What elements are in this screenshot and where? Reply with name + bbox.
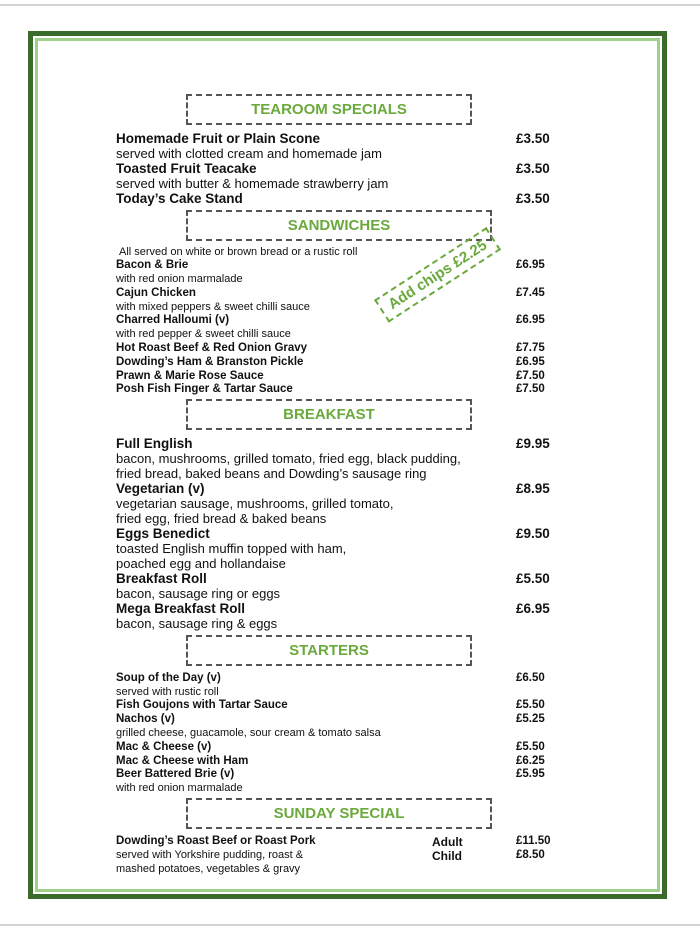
item-desc: fried bread, baked beans and Dowding’s sausage ring [116, 466, 427, 481]
item-desc: served with rustic roll [116, 686, 219, 698]
item-name: Hot Roast Beef & Red Onion Gravy [116, 342, 308, 354]
adult-label: Adult [432, 835, 463, 849]
item-desc: poached egg and hollandaise [116, 556, 286, 571]
item-desc: bacon, mushrooms, grilled tomato, fried egg, black pudding, [116, 451, 461, 466]
item-price: £5.95 [516, 768, 545, 780]
item-desc: with red onion marmalade [116, 273, 243, 285]
item-price: £9.50 [516, 526, 550, 541]
add-chips-badge: Add chips £2.25 [374, 227, 501, 323]
item-price: £6.25 [516, 755, 545, 767]
item-name: Today’s Cake Stand [116, 191, 243, 206]
item-name: Mac & Cheese with Ham [116, 755, 249, 767]
item-desc: fried egg, fried bread & baked beans [116, 511, 327, 526]
item-name: Charred Halloumi (v) [116, 314, 230, 326]
tearoom-heading: TEAROOM SPECIALS [186, 94, 472, 125]
child-label: Child [432, 849, 462, 863]
item-name: Dowding’s Roast Beef or Roast Pork [116, 835, 316, 847]
item-desc: vegetarian sausage, mushrooms, grilled tomato, [116, 496, 394, 511]
item-name: Breakfast Roll [116, 571, 207, 586]
sandwiches-heading: SANDWICHES [186, 210, 492, 241]
adult-price: £11.50 [516, 835, 551, 847]
item-desc: grilled cheese, guacamole, sour cream & tomato salsa [116, 727, 381, 739]
breakfast-heading: BREAKFAST [186, 399, 472, 430]
item-name: Vegetarian (v) [116, 481, 205, 496]
item-name: Eggs Benedict [116, 526, 210, 541]
item-desc: served with butter & homemade strawberry jam [116, 176, 389, 191]
item-price: £5.50 [516, 571, 550, 586]
sunday-heading: SUNDAY SPECIAL [186, 798, 492, 829]
sandwiches-note: All served on white or brown bread or a rustic roll [119, 246, 358, 258]
item-desc: bacon, sausage ring or eggs [116, 586, 281, 601]
item-name: Prawn & Marie Rose Sauce [116, 370, 264, 382]
item-name: Soup of the Day (v) [116, 672, 221, 684]
item-desc: with red onion marmalade [116, 782, 243, 794]
item-price: £5.50 [516, 741, 545, 753]
menu-item [116, 571, 556, 587]
item-desc: toasted English muffin topped with ham, [116, 541, 347, 556]
item-desc: bacon, sausage ring & eggs [116, 616, 278, 631]
item-name: Mac & Cheese (v) [116, 741, 212, 753]
item-price: £3.50 [516, 191, 550, 206]
starters-heading: STARTERS [186, 635, 472, 666]
menu-item [116, 383, 556, 399]
item-name: Cajun Chicken [116, 287, 196, 299]
menu-item [116, 601, 556, 617]
item-price: £5.25 [516, 713, 545, 725]
item-price: £6.95 [516, 356, 545, 368]
item-name: Posh Fish Finger & Tartar Sauce [116, 383, 293, 395]
item-price: £6.95 [516, 601, 550, 616]
item-price: £6.95 [516, 259, 545, 271]
item-price: £7.45 [516, 287, 545, 299]
menu-item [116, 161, 556, 177]
item-price: £7.50 [516, 370, 545, 382]
item-price: £9.95 [516, 436, 550, 451]
item-desc: mashed potatoes, vegetables & gravy [116, 863, 301, 875]
child-price: £8.50 [516, 849, 545, 861]
item-name: Toasted Fruit Teacake [116, 161, 257, 176]
menu-item [116, 131, 556, 147]
menu-item [116, 481, 556, 497]
item-desc: served with clotted cream and homemade jam [116, 146, 382, 161]
item-price: £3.50 [516, 161, 550, 176]
item-price: £3.50 [516, 131, 550, 146]
item-desc: served with Yorkshire pudding, roast & [116, 849, 304, 861]
item-price: £7.75 [516, 342, 545, 354]
item-price: £6.50 [516, 672, 545, 684]
item-price: £6.95 [516, 314, 545, 326]
item-desc: with red pepper & sweet chilli sauce [116, 328, 291, 340]
item-desc: with mixed peppers & sweet chilli sauce [116, 301, 310, 313]
item-name: Nachos (v) [116, 713, 175, 725]
item-price: £7.50 [516, 383, 545, 395]
item-name: Beer Battered Brie (v) [116, 768, 235, 780]
item-price: £5.50 [516, 699, 545, 711]
item-price: £8.95 [516, 481, 550, 496]
item-name: Bacon & Brie [116, 259, 189, 271]
bottom-divider [0, 924, 700, 926]
item-name: Dowding’s Ham & Branston Pickle [116, 356, 304, 368]
top-divider [0, 4, 700, 6]
item-name: Mega Breakfast Roll [116, 601, 246, 616]
item-name: Full English [116, 436, 193, 451]
menu-item [116, 191, 556, 207]
menu-item [116, 436, 556, 452]
menu-item [116, 526, 556, 542]
item-name: Homemade Fruit or Plain Scone [116, 131, 321, 146]
item-name: Fish Goujons with Tartar Sauce [116, 699, 288, 711]
